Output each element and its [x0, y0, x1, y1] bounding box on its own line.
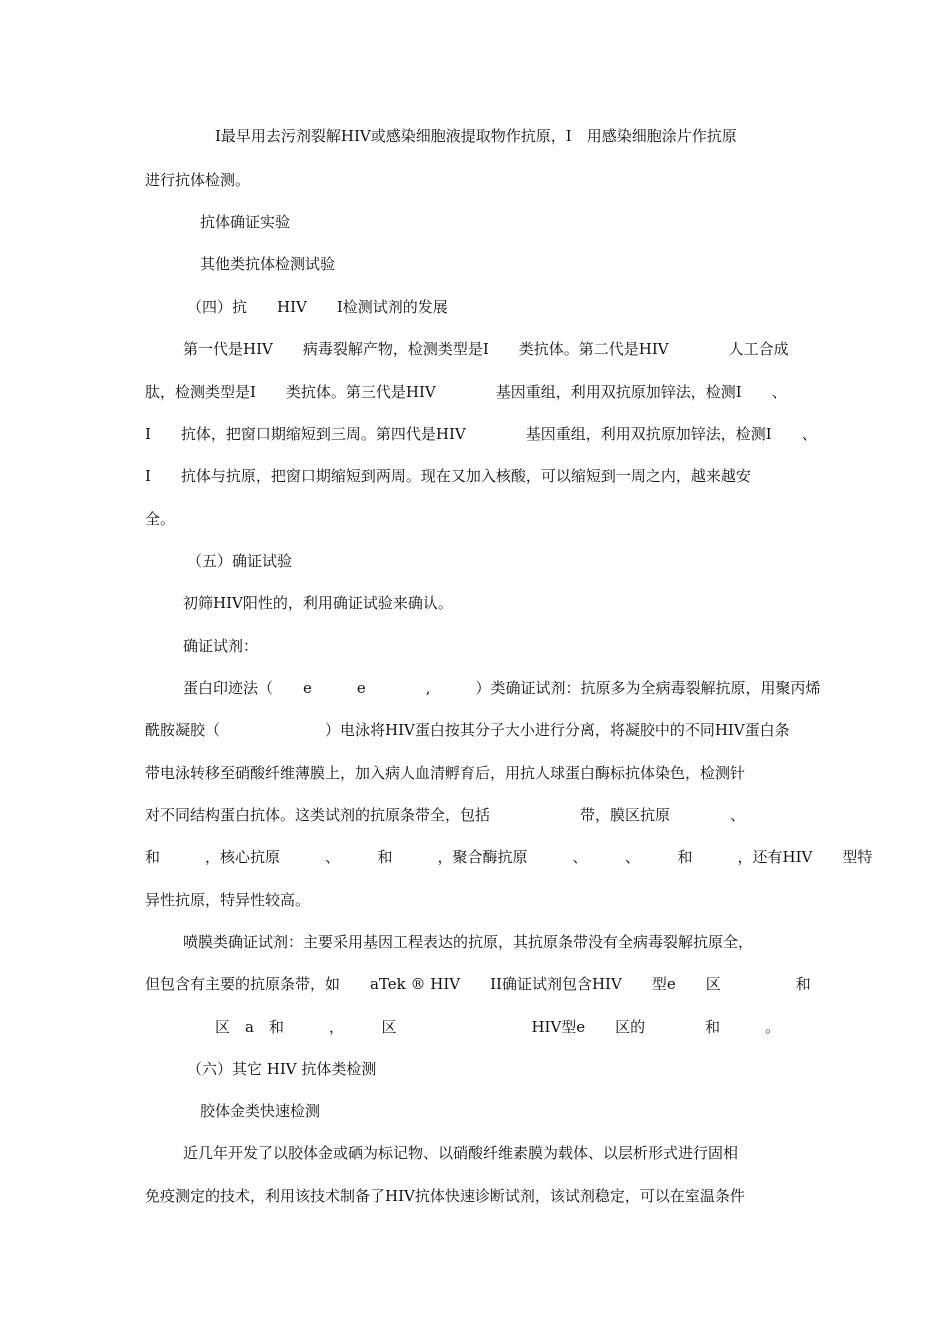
subheading: 胶体金类快速检测	[200, 1102, 321, 1120]
paragraph-line: 但包含有主要的抗原条带，如 aTek ® HIV II确证试剂包含HIV 型e 区 和	[145, 975, 811, 993]
subheading: 抗体确证实验	[200, 213, 291, 231]
paragraph-line: 蛋白印迹法（ e e , ）类确证试剂：抗原多为全病毒裂解抗原，用聚丙烯	[183, 679, 821, 697]
paragraph-line: 酰胺凝胶（ ）电泳将HIV蛋白按其分子大小进行分离，将凝胶中的不同HIV蛋白条	[145, 721, 790, 739]
paragraph-line: 近几年开发了以胶体金或硒为标记物、以硝酸纤维素膜为载体、以层析形式进行固相	[183, 1144, 739, 1162]
paragraph-line: 区 a 和 ， 区 HIV型e 区的 和 。	[215, 1018, 781, 1036]
paragraph-line: 带电泳转移至硝酸纤维薄膜上，加入病人血清孵育后，用抗人球蛋白酶标抗体染色，检测针	[145, 764, 746, 782]
section-heading: （五）确证试验	[187, 552, 293, 570]
paragraph-line: 和 ，核心抗原 、 和 ，聚合酶抗原 、 、 和 ，还有HIV 型特	[145, 848, 873, 866]
paragraph-line: 全。	[145, 510, 176, 528]
paragraph-line: 第一代是HIV 病毒裂解产物，检测类型是I 类抗体。第二代是HIV 人工合成	[183, 340, 789, 358]
paragraph-line: 对不同结构蛋白抗体。这类试剂的抗原条带全，包括 带，膜区抗原 、	[145, 806, 746, 824]
section-heading: （四）抗 HIV I检测试剂的发展	[187, 298, 448, 316]
paragraph-line: 喷膜类确证试剂：主要采用基因工程表达的抗原，其抗原条带没有全病毒裂解抗原全，	[183, 933, 754, 951]
paragraph-line: 异性抗原，特异性较高。	[145, 891, 311, 909]
paragraph-line: 免疫测定的技术，利用该技术制备了HIV抗体快速诊断试剂，该试剂稳定，可以在室温条件	[145, 1187, 745, 1205]
paragraph-line: I 抗体，把窗口期缩短到三周。第四代是HIV 基因重组，利用双抗原加锌法，检测I 、	[145, 425, 817, 443]
paragraph-line: I 抗体与抗原，把窗口期缩短到两周。现在又加入核酸，可以缩短到一周之内，越来越安	[145, 467, 751, 485]
paragraph-line: 确证试剂：	[183, 637, 259, 655]
section-heading: （六）其它 HIV 抗体类检测	[187, 1060, 377, 1078]
subheading: 其他类抗体检测试验	[200, 255, 336, 273]
paragraph-line: I最早用去污剂裂解HIV或感染细胞液提取物作抗原，I 用感染细胞涂片作抗原	[215, 127, 737, 145]
paragraph-line: 肽，检测类型是I 类抗体。第三代是HIV 基因重组，利用双抗原加锌法，检测I 、	[145, 383, 787, 401]
paragraph-line: 进行抗体检测。	[145, 171, 251, 189]
paragraph-line: 初筛HIV阳性的，利用确证试验来确认。	[183, 594, 453, 612]
